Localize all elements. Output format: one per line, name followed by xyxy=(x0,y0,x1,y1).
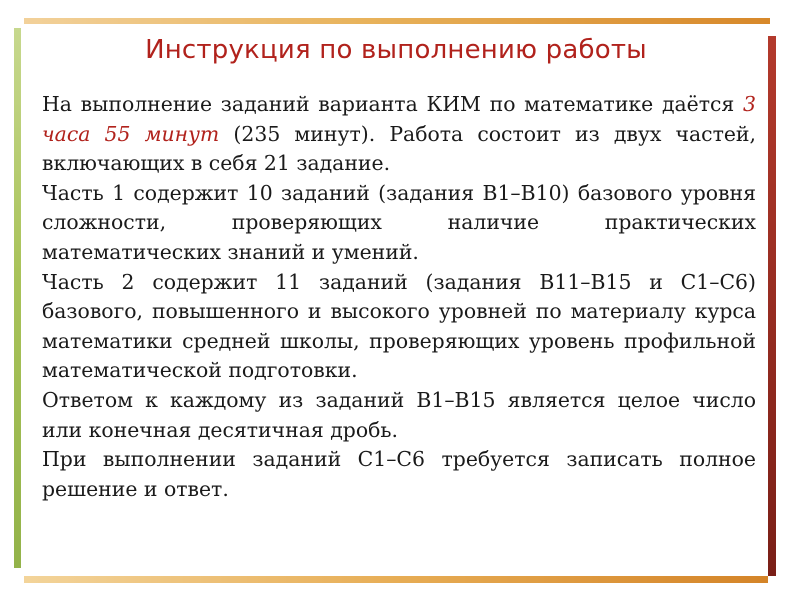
right-frame-bar xyxy=(768,36,776,576)
duration-text-before: На выполнение заданий варианта КИМ по математике даётся xyxy=(42,92,744,116)
instruction-text xyxy=(42,90,756,504)
paragraph-answers: Ответом к каждому из заданий В1–В15 является целое число или конечная десятичная дробь. xyxy=(42,387,756,442)
paragraph-part2: Часть 2 содержит 11 заданий (задания В11–В15 и С1–С6) базового, повышенного и высокого уровней по материалу курса математики средней школы, проверяющих уровень профильной математической подготовки. xyxy=(42,269,756,383)
bottom-frame-bar xyxy=(24,576,768,583)
left-frame-bar xyxy=(14,28,21,568)
slide xyxy=(24,24,768,576)
duration-highlight: 3 часа 55 минут xyxy=(42,92,756,146)
duration-text-after: (235 минут). Работа состоит из двух частей, включающих в себя 21 задание. xyxy=(42,121,756,176)
paragraph-part1: Часть 1 содержит 10 заданий (задания B1–B10) базового уровня сложности, проверяющих наличие практических математических знаний и умений. xyxy=(42,180,756,264)
slide-title: Инструкция по выполнению работы xyxy=(145,35,647,65)
paragraph-solutions: При выполнении заданий С1–С6 требуется записать полное решение и ответ. xyxy=(42,447,756,501)
paragraph-duration xyxy=(42,90,756,179)
